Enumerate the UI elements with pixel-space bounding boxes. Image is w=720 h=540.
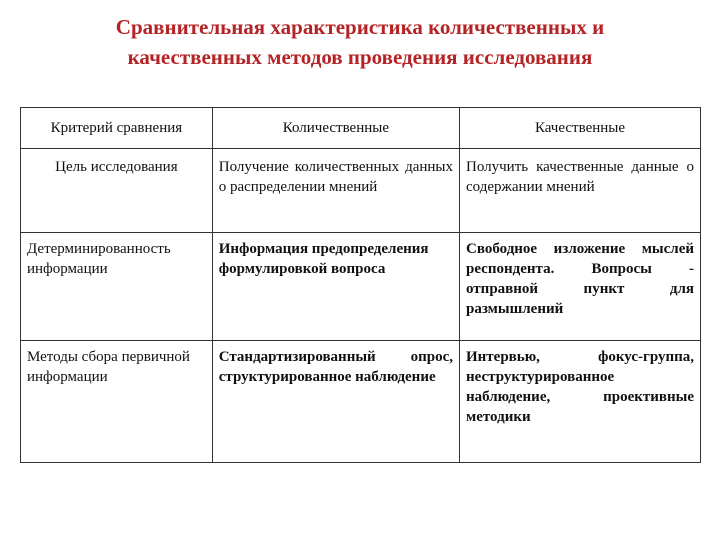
header-quantitative: Количественные [212, 108, 459, 149]
table-header-row [21, 108, 701, 149]
table-row [21, 341, 701, 463]
row-qualitative: Свободное изложение мыслей респондента. Вопросы - отправной пункт для размышлений [460, 233, 701, 341]
row-quantitative: Получение количественных данных о распределении мнений [212, 149, 459, 233]
table-row [21, 233, 701, 341]
row-quantitative: Информация предопределения формулировкой вопроса [212, 233, 459, 341]
row-criterion: Цель исследования [21, 149, 213, 233]
slide-title [40, 12, 680, 72]
header-qualitative: Качественные [460, 108, 701, 149]
row-criterion: Детерминированность информации [21, 233, 213, 341]
comparison-table [20, 107, 701, 463]
title-line-2: качественных методов проведения исследования [127, 45, 593, 69]
row-qualitative: Получить качественные данные о содержании мнений [460, 149, 701, 233]
title-line-1: Сравнительная характеристика количественных и [115, 15, 605, 39]
table-row [21, 149, 701, 233]
row-criterion: Методы сбора первичной информации [21, 341, 213, 463]
row-qualitative: Интервью, фокус-группа, неструктурированное наблюдение, проективные методики [460, 341, 701, 463]
header-criterion: Критерий сравнения [21, 108, 213, 149]
row-quantitative: Стандартизированный опрос, структурированное наблюдение [212, 341, 459, 463]
